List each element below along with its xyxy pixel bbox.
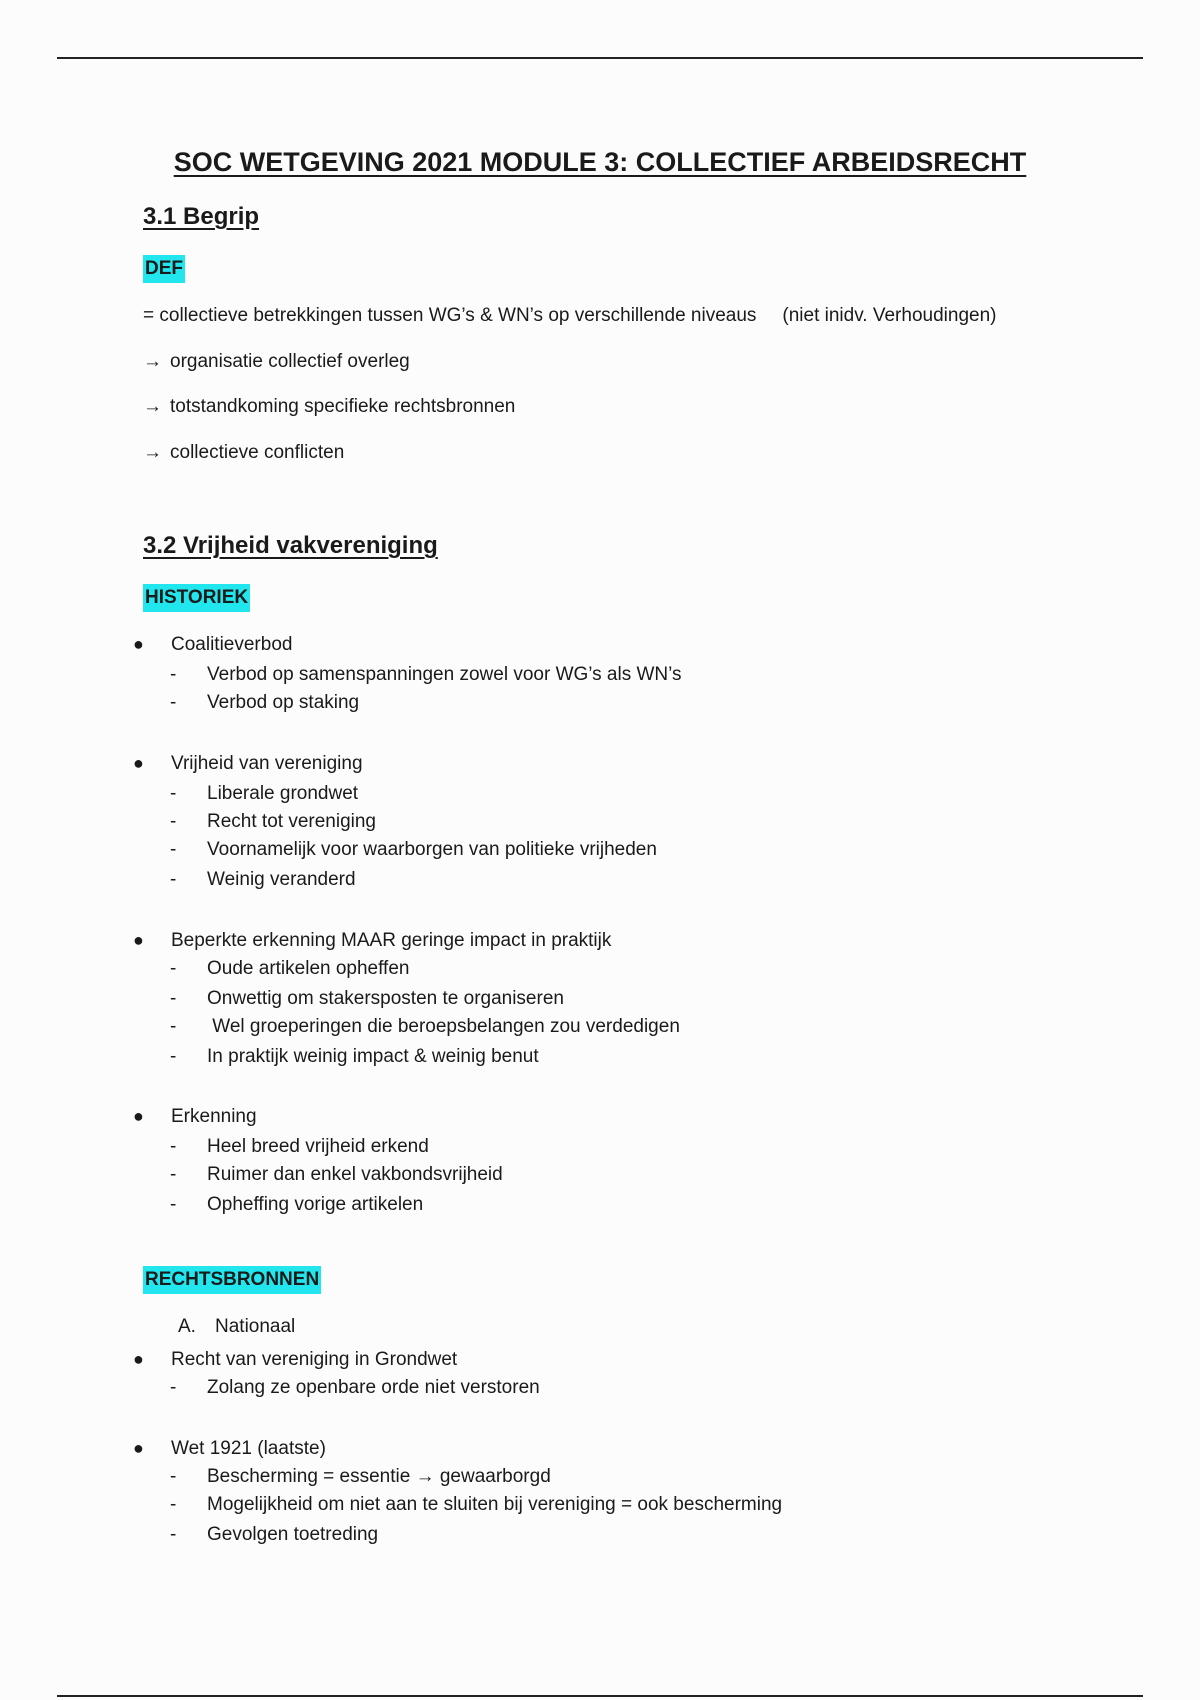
rechtsbronnen-tag: RECHTSBRONNEN xyxy=(143,1266,321,1294)
arrow-item: → organisatie collectief overleg xyxy=(143,351,410,372)
sub-list-item: - Verbod op staking xyxy=(170,692,360,713)
sub-list-item: - Bescherming = essentie → gewaarborgd xyxy=(170,1466,551,1487)
arrow-item: → totstandkoming specifieke rechtsbronnen xyxy=(143,396,516,417)
list-item: ● Erkenning xyxy=(133,1106,257,1127)
list-item: ● Recht van vereniging in Grondwet xyxy=(133,1349,458,1370)
sub-list-item: - Ruimer dan enkel vakbondsvrijheid xyxy=(170,1164,503,1185)
list-item: ● Beperkte erkenning MAAR geringe impact in praktijk xyxy=(133,930,612,951)
def-tag: DEF xyxy=(143,255,185,283)
sub-list-item: - Opheffing vorige artikelen xyxy=(170,1194,424,1215)
arrow-right-icon: → xyxy=(143,442,162,463)
sub-list-item: - Oude artikelen opheffen xyxy=(170,958,410,979)
bullet-icon: ● xyxy=(133,634,144,654)
sub-list-item: - Voornamelijk voor waarborgen van politieke vrijheden xyxy=(170,839,657,860)
subheading-nationaal: A. Nationaal xyxy=(178,1316,296,1337)
sub-list-item: - Verbod op samenspanningen zowel voor WG’s als WN’s xyxy=(170,664,682,685)
sub-list-item: - Weinig veranderd xyxy=(170,869,356,890)
arrow-right-icon: → xyxy=(143,351,162,372)
bottom-rule xyxy=(57,1695,1143,1697)
list-item: ● Coalitieverbod xyxy=(133,634,293,655)
sub-list-item: - Gevolgen toetreding xyxy=(170,1524,379,1545)
bullet-icon: ● xyxy=(133,1438,144,1458)
sub-list-item: - Mogelijkheid om niet aan te sluiten bij vereniging = ook bescherming xyxy=(170,1494,783,1515)
list-item: ● Wet 1921 (laatste) xyxy=(133,1438,326,1459)
bullet-icon: ● xyxy=(133,1349,144,1369)
top-rule xyxy=(57,57,1143,59)
list-item: ● Vrijheid van vereniging xyxy=(133,753,363,774)
definition-line xyxy=(143,305,996,327)
arrow-right-icon: → xyxy=(143,396,162,417)
sub-list-item: - In praktijk weinig impact & weinig benut xyxy=(170,1046,539,1067)
sub-list-item: - Zolang ze openbare orde niet verstoren xyxy=(170,1377,540,1398)
section-heading-begrip: 3.1 Begrip xyxy=(143,203,260,230)
bullet-icon: ● xyxy=(133,753,144,773)
sub-list-item: - Heel breed vrijheid erkend xyxy=(170,1136,429,1157)
sub-list-item: - Liberale grondwet xyxy=(170,783,359,804)
bullet-icon: ● xyxy=(133,1106,144,1126)
sub-list-item: - Recht tot vereniging xyxy=(170,811,376,832)
arrow-item: → collectieve conflicten xyxy=(143,442,345,463)
definition-text: = collectieve betrekkingen tussen WG’s & WN’s op verschillende niveaus xyxy=(143,305,757,326)
bullet-icon: ● xyxy=(133,930,144,950)
sub-list-item: - Onwettig om stakersposten te organiseren xyxy=(170,988,564,1009)
section-heading-vrijheid: 3.2 Vrijheid vakvereniging xyxy=(143,532,438,559)
page-title: SOC WETGEVING 2021 MODULE 3: COLLECTIEF ARBEIDSRECHT xyxy=(173,147,1027,177)
sub-list-item: - Wel groeperingen die beroepsbelangen zou verdedigen xyxy=(170,1016,680,1037)
historiek-tag: HISTORIEK xyxy=(143,584,250,612)
definition-note: (niet inidv. Verhoudingen) xyxy=(782,305,997,326)
